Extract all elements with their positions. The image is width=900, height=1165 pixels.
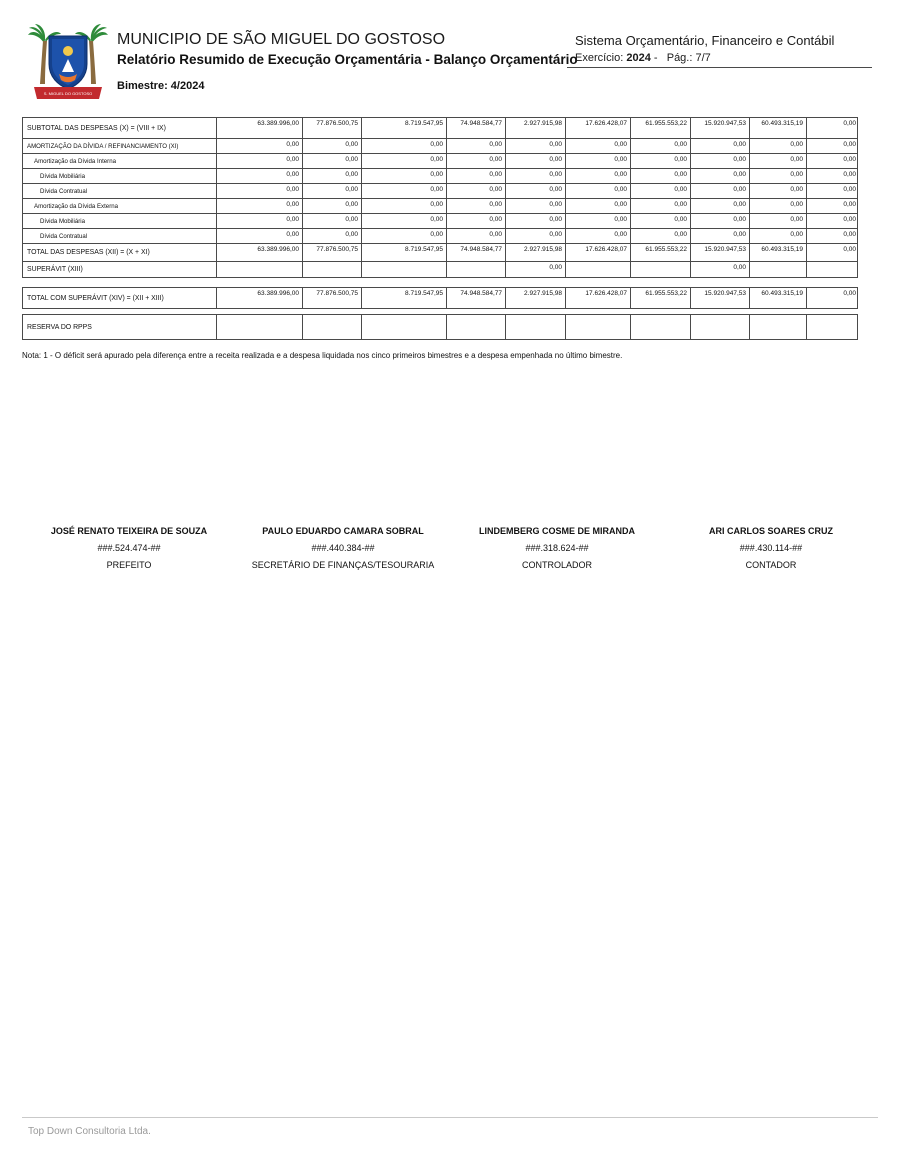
row-value: 61.955.553,22	[630, 288, 690, 308]
row-value: 0,00	[806, 154, 859, 168]
row-value: 0,00	[630, 184, 690, 198]
signer-role: CONTROLADOR	[521, 560, 592, 570]
row-label: Dívida Mobiliária	[40, 172, 86, 180]
row-value: 0,00	[446, 184, 505, 198]
row-value: 0,00	[302, 199, 361, 213]
row-value: 0,00	[690, 139, 749, 153]
row-value: 0,00	[806, 288, 859, 308]
row-value: 0,00	[565, 139, 630, 153]
row-value	[806, 315, 859, 339]
row-value: 0,00	[806, 199, 859, 213]
signer-id: ###.430.114-##	[739, 543, 803, 553]
row-value	[361, 262, 446, 277]
row-label: Dívida Contratual	[40, 187, 88, 195]
signature-prefeito	[22, 526, 236, 571]
row-value: 0,00	[749, 229, 806, 243]
row-value: 15.920.947,53	[690, 288, 749, 308]
row-value: 61.955.553,22	[630, 244, 690, 261]
signer-name: PAULO EDUARDO CAMARA SOBRAL	[262, 526, 424, 536]
row-value: 0,00	[630, 154, 690, 168]
page-number: - Pág.: 7/7	[650, 52, 711, 64]
row-value: 0,00	[690, 262, 749, 277]
row-value: 0,00	[565, 214, 630, 228]
row-value: 0,00	[749, 169, 806, 183]
row-value: 0,00	[361, 199, 446, 213]
row-value: 0,00	[806, 229, 859, 243]
row-value	[216, 262, 302, 277]
row-value: 0,00	[749, 214, 806, 228]
table-row	[23, 168, 857, 183]
row-value: 0,00	[565, 169, 630, 183]
row-value: 0,00	[505, 262, 565, 277]
row-value: 0,00	[565, 154, 630, 168]
exercise-value: 2024	[626, 52, 651, 64]
signer-name: ARI CARLOS SOARES CRUZ	[708, 526, 833, 536]
row-value: 0,00	[806, 169, 859, 183]
row-value: 0,00	[302, 184, 361, 198]
row-value: 74.948.584,77	[446, 244, 505, 261]
header-divider	[567, 67, 872, 68]
row-value: 0,00	[302, 214, 361, 228]
row-value: 0,00	[690, 229, 749, 243]
row-value: 0,00	[216, 229, 302, 243]
row-value: 0,00	[690, 184, 749, 198]
row-label: SUBTOTAL DAS DESPESAS (X) = (VIII + IX)	[27, 124, 166, 132]
signer-role: CONTADOR	[745, 560, 797, 570]
row-value: 0,00	[446, 169, 505, 183]
row-value: 0,00	[806, 214, 859, 228]
row-value	[302, 315, 361, 339]
row-value	[302, 262, 361, 277]
row-value: 2.927.915,98	[505, 288, 565, 308]
row-value: 0,00	[630, 214, 690, 228]
row-value: 63.389.996,00	[216, 288, 302, 308]
row-label: TOTAL DAS DESPESAS (XII) = (X + XI)	[27, 249, 150, 256]
row-value	[749, 315, 806, 339]
row-value: 0,00	[302, 229, 361, 243]
municipality-name: MUNICIPIO DE SÃO MIGUEL DO GOSTOSO	[117, 31, 446, 48]
row-value: 60.493.315,19	[749, 288, 806, 308]
table-row	[23, 118, 857, 138]
logo-ribbon-text: S. MIGUEL DO GOSTOSO	[43, 91, 93, 96]
row-value: 0,00	[565, 229, 630, 243]
exercise-page-line	[575, 52, 711, 64]
row-value: 0,00	[565, 199, 630, 213]
row-value: 0,00	[505, 214, 565, 228]
row-value	[361, 315, 446, 339]
row-value: 0,00	[361, 184, 446, 198]
row-value	[565, 315, 630, 339]
row-value: 0,00	[749, 184, 806, 198]
row-label: SUPERÁVIT (XIII)	[27, 266, 83, 273]
signer-name: LINDEMBERG COSME DE MIRANDA	[478, 526, 635, 536]
row-value: 0,00	[216, 139, 302, 153]
row-value: 0,00	[302, 154, 361, 168]
row-value: 0,00	[361, 214, 446, 228]
row-value	[630, 262, 690, 277]
row-value: 0,00	[361, 229, 446, 243]
signature-secretario	[236, 526, 450, 571]
row-value	[690, 315, 749, 339]
table-row	[23, 315, 857, 339]
row-value	[505, 315, 565, 339]
row-value: 74.948.584,77	[446, 118, 505, 138]
row-value: 0,00	[630, 169, 690, 183]
row-value: 0,00	[361, 169, 446, 183]
row-value	[446, 262, 505, 277]
row-value: 0,00	[630, 199, 690, 213]
row-value: 0,00	[446, 139, 505, 153]
row-value: 77.876.500,75	[302, 118, 361, 138]
row-value: 0,00	[505, 154, 565, 168]
row-value: 17.626.428,07	[565, 118, 630, 138]
budget-balance-table	[22, 117, 858, 340]
row-value: 0,00	[565, 184, 630, 198]
row-value: 0,00	[806, 139, 859, 153]
row-value: 0,00	[505, 184, 565, 198]
signer-role: PREFEITO	[106, 560, 152, 570]
row-value: 8.719.547,95	[361, 288, 446, 308]
row-value: 63.389.996,00	[216, 244, 302, 261]
report-title: Relatório Resumido de Execução Orçamentária - Balanço Orçamentário	[117, 52, 578, 67]
table-row	[23, 153, 857, 168]
row-value: 0,00	[806, 118, 859, 138]
total-with-surplus-table	[22, 287, 858, 309]
signer-id: ###.440.384-##	[311, 543, 375, 553]
row-label: Dívida Contratual	[40, 232, 88, 240]
row-value: 2.927.915,98	[505, 118, 565, 138]
signature-contador	[664, 526, 878, 571]
row-value	[565, 262, 630, 277]
row-value	[749, 262, 806, 277]
table-row	[23, 228, 857, 243]
row-label: Dívida Mobiliária	[40, 217, 86, 225]
row-value: 0,00	[630, 139, 690, 153]
signature-controlador	[450, 526, 664, 571]
row-value: 17.626.428,07	[565, 244, 630, 261]
row-value: 74.948.584,77	[446, 288, 505, 308]
row-value: 0,00	[806, 184, 859, 198]
signer-name: JOSÉ RENATO TEIXEIRA DE SOUZA	[50, 526, 208, 536]
signer-role: SECRETÁRIO DE FINANÇAS/TESOURARIA	[251, 560, 435, 570]
row-value: 0,00	[505, 139, 565, 153]
row-value: 8.719.547,95	[361, 244, 446, 261]
row-value: 0,00	[302, 139, 361, 153]
row-label: Amortização da Dívida Interna	[34, 157, 116, 165]
row-value: 63.389.996,00	[216, 118, 302, 138]
row-value: 0,00	[361, 154, 446, 168]
municipality-coat-of-arms-icon	[28, 24, 108, 108]
row-value: 0,00	[446, 229, 505, 243]
table-row	[23, 243, 857, 261]
row-value: 60.493.315,19	[749, 244, 806, 261]
exercise-label: Exercício:	[575, 52, 627, 64]
table-row	[23, 198, 857, 213]
row-value: 15.920.947,53	[690, 118, 749, 138]
signer-id: ###.318.624-##	[525, 543, 589, 553]
row-value: 77.876.500,75	[302, 288, 361, 308]
row-value	[446, 315, 505, 339]
bimester-label: Bimestre: 4/2024	[117, 80, 205, 92]
signer-id: ###.524.474-##	[97, 543, 161, 553]
row-value: 0,00	[690, 214, 749, 228]
row-label: RESERVA DO RPPS	[27, 323, 92, 331]
row-value: 0,00	[216, 184, 302, 198]
row-value: 0,00	[749, 154, 806, 168]
row-value: 0,00	[505, 169, 565, 183]
row-value: 0,00	[630, 229, 690, 243]
row-value: 2.927.915,98	[505, 244, 565, 261]
footer-divider	[22, 1117, 878, 1118]
row-value: 77.876.500,75	[302, 244, 361, 261]
row-value: 0,00	[216, 154, 302, 168]
row-value: 0,00	[216, 214, 302, 228]
row-value: 60.493.315,19	[749, 118, 806, 138]
rpps-reserve-table	[22, 314, 858, 340]
table-row	[23, 261, 857, 277]
table-row	[23, 183, 857, 198]
row-value: 0,00	[690, 169, 749, 183]
row-value	[216, 315, 302, 339]
row-value: 8.719.547,95	[361, 118, 446, 138]
row-value: 0,00	[749, 199, 806, 213]
row-value: 0,00	[505, 229, 565, 243]
row-value	[630, 315, 690, 339]
row-label: AMORTIZAÇÃO DA DÍVIDA / REFINANCIAMENTO (XI)	[27, 142, 179, 150]
signature-block	[22, 526, 878, 571]
system-name: Sistema Orçamentário, Financeiro e Contábil	[575, 33, 835, 48]
row-value: 0,00	[505, 199, 565, 213]
row-value: 0,00	[216, 199, 302, 213]
row-value: 0,00	[806, 244, 859, 261]
row-value: 17.626.428,07	[565, 288, 630, 308]
expenses-table	[22, 117, 858, 278]
table-row	[23, 213, 857, 228]
row-value: 0,00	[446, 199, 505, 213]
row-value: 0,00	[446, 154, 505, 168]
row-value: 0,00	[446, 214, 505, 228]
row-value: 0,00	[216, 169, 302, 183]
row-value: 0,00	[690, 199, 749, 213]
row-value: 15.920.947,53	[690, 244, 749, 261]
table-row	[23, 288, 857, 308]
vendor-name: Top Down Consultoria Ltda.	[28, 1126, 151, 1137]
row-value: 61.955.553,22	[630, 118, 690, 138]
row-value	[806, 262, 859, 277]
row-value: 0,00	[361, 139, 446, 153]
row-value: 0,00	[302, 169, 361, 183]
row-value: 0,00	[749, 139, 806, 153]
footnote: Nota: 1 - O déficit será apurado pela diferença entre a receita realizada e a despesa liquidada nos cinco primeiros bimestres e a despesa empenhada no último bimestre.	[22, 351, 623, 360]
row-label: TOTAL COM SUPERÁVIT (XIV) = (XII + XIII)	[27, 294, 164, 302]
row-value: 0,00	[690, 154, 749, 168]
row-label: Amortização da Dívida Externa	[34, 202, 118, 210]
table-row	[23, 138, 857, 153]
